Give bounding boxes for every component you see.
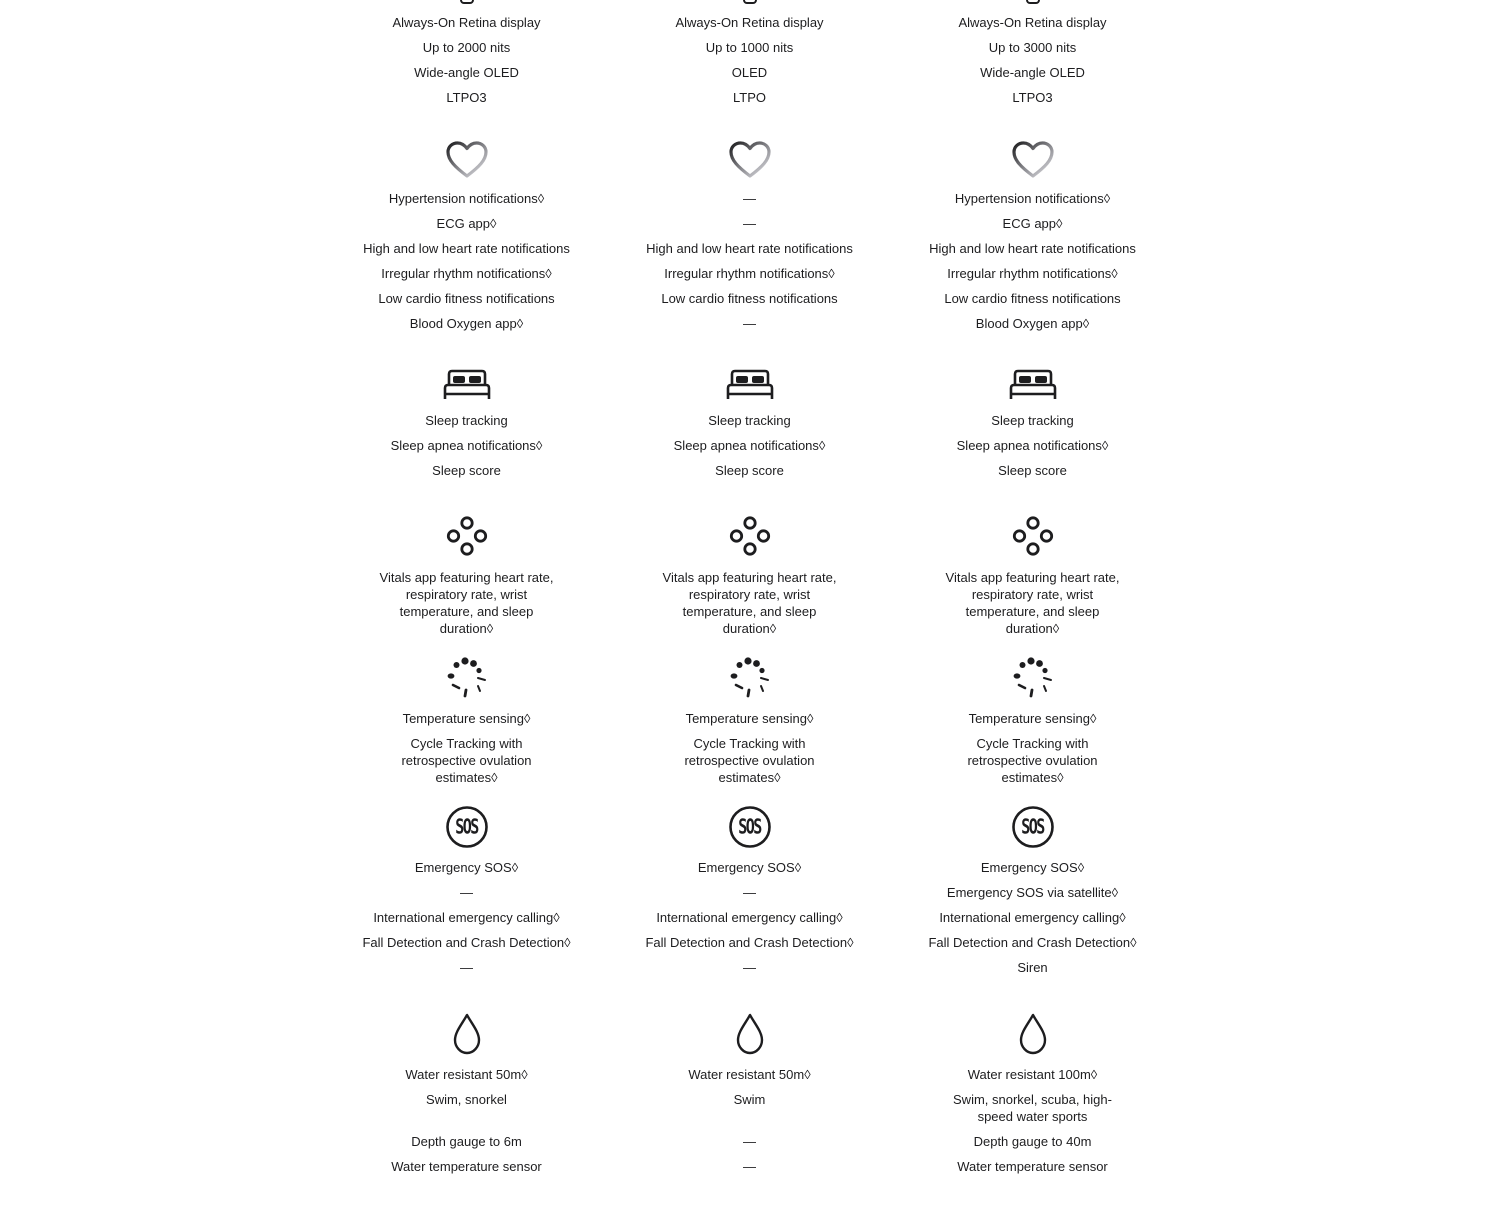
sos-icon (445, 805, 489, 849)
safety-feature: Emergency SOS◊ (697, 860, 802, 875)
water-drop-icon (734, 1012, 766, 1056)
heart-icon (1011, 140, 1055, 180)
display-feature: Always-On Retina display (392, 15, 541, 30)
heart-feature: Blood Oxygen app◊ (975, 316, 1090, 331)
sleep-feature: Sleep apnea notifications◊ (673, 438, 826, 453)
display-feature: Always-On Retina display (675, 15, 824, 30)
water-drop-icon (1017, 1012, 1049, 1056)
water-feature: Water resistant 100m◊ (967, 1067, 1098, 1082)
safety-feature: Emergency SOS◊ (414, 860, 519, 875)
safety-feature: Fall Detection and Crash Detection◊ (362, 935, 571, 950)
safety-feature: International emergency calling◊ (656, 910, 843, 925)
water-feature: Water temperature sensor (391, 1159, 542, 1174)
safety-feature: Siren (1017, 960, 1048, 975)
heart-feature: — (743, 191, 756, 206)
sleep-feature: Sleep tracking (991, 413, 1074, 428)
vitals-icon (445, 515, 489, 559)
sos-icon (1011, 805, 1055, 849)
temperature-icon (1011, 656, 1055, 700)
safety-feature: International emergency calling◊ (373, 910, 560, 925)
water-drop-icon (451, 1012, 483, 1056)
heart-feature: — (743, 216, 756, 231)
water-feature: Depth gauge to 6m (411, 1134, 522, 1149)
temperature-icon (445, 656, 489, 700)
display-icon (743, 0, 757, 4)
heart-feature: ECG app◊ (436, 216, 497, 231)
vitals-feature: Vitals app featuring heart rate, respiratory rate, wrist temperature, and sleep duration◊ (662, 570, 837, 636)
sos-icon-label: SOS (1021, 814, 1044, 840)
heart-icon (728, 140, 772, 180)
safety-feature: — (460, 885, 473, 900)
temperature-icon (728, 656, 772, 700)
vitals-feature: Vitals app featuring heart rate, respiratory rate, wrist temperature, and sleep duration◊ (379, 570, 554, 636)
display-feature: Up to 2000 nits (422, 40, 511, 55)
heart-feature: Irregular rhythm notifications◊ (381, 266, 552, 281)
display-feature: Wide-angle OLED (414, 65, 519, 80)
sos-icon (728, 805, 772, 849)
heart-feature: Irregular rhythm notifications◊ (947, 266, 1118, 281)
safety-feature: — (743, 960, 756, 975)
temperature-feature: Temperature sensing◊ (968, 711, 1097, 726)
heart-feature: Hypertension notifications◊ (954, 191, 1111, 206)
water-feature: Water temperature sensor (957, 1159, 1108, 1174)
sleep-feature: Sleep tracking (425, 413, 508, 428)
heart-feature: Low cardio fitness notifications (661, 291, 838, 306)
water-feature: Water resistant 50m◊ (405, 1067, 528, 1082)
sleep-feature: Sleep tracking (708, 413, 791, 428)
display-feature: Up to 3000 nits (988, 40, 1077, 55)
water-feature: Depth gauge to 40m (973, 1134, 1092, 1149)
sleep-feature: Sleep apnea notifications◊ (390, 438, 543, 453)
water-feature: Swim, snorkel (426, 1092, 507, 1107)
heart-feature: Low cardio fitness notifications (378, 291, 555, 306)
water-feature: — (743, 1134, 756, 1149)
sos-icon-label: SOS (738, 814, 761, 840)
display-feature: Up to 1000 nits (705, 40, 794, 55)
temperature-feature: Cycle Tracking with retrospective ovulation estimates◊ (401, 736, 532, 785)
bed-icon (725, 367, 775, 403)
display-feature: LTPO (733, 90, 766, 105)
water-feature: Swim (733, 1092, 766, 1107)
sleep-feature: Sleep apnea notifications◊ (956, 438, 1109, 453)
display-feature: Always-On Retina display (958, 15, 1107, 30)
display-icon (460, 0, 474, 4)
heart-feature: — (743, 316, 756, 331)
heart-feature: High and low heart rate notifications (646, 241, 853, 256)
heart-icon (445, 140, 489, 180)
safety-feature: Emergency SOS via satellite◊ (946, 885, 1119, 900)
display-feature: LTPO3 (1012, 90, 1053, 105)
safety-feature: Fall Detection and Crash Detection◊ (645, 935, 854, 950)
temperature-feature: Cycle Tracking with retrospective ovulation estimates◊ (967, 736, 1098, 785)
bed-icon (1008, 367, 1058, 403)
heart-feature: High and low heart rate notifications (929, 241, 1136, 256)
safety-feature: International emergency calling◊ (939, 910, 1126, 925)
temperature-feature: Temperature sensing◊ (402, 711, 531, 726)
heart-feature: High and low heart rate notifications (363, 241, 570, 256)
temperature-feature: Cycle Tracking with retrospective ovulation estimates◊ (684, 736, 815, 785)
heart-feature: Low cardio fitness notifications (944, 291, 1121, 306)
heart-feature: Blood Oxygen app◊ (409, 316, 524, 331)
bed-icon (442, 367, 492, 403)
temperature-feature: Temperature sensing◊ (685, 711, 814, 726)
sleep-feature: Sleep score (998, 463, 1067, 478)
safety-feature: Fall Detection and Crash Detection◊ (928, 935, 1137, 950)
sleep-feature: Sleep score (715, 463, 784, 478)
water-feature: — (743, 1159, 756, 1174)
vitals-feature: Vitals app featuring heart rate, respiratory rate, wrist temperature, and sleep duration◊ (945, 570, 1120, 636)
heart-feature: ECG app◊ (1002, 216, 1063, 231)
heart-feature: Irregular rhythm notifications◊ (664, 266, 835, 281)
display-feature: OLED (731, 65, 768, 80)
safety-feature: — (743, 885, 756, 900)
display-feature: Wide-angle OLED (980, 65, 1085, 80)
vitals-icon (728, 515, 772, 559)
safety-feature: Emergency SOS◊ (980, 860, 1085, 875)
display-feature: LTPO3 (446, 90, 487, 105)
sleep-feature: Sleep score (432, 463, 501, 478)
sos-icon-label: SOS (455, 814, 478, 840)
vitals-icon (1011, 515, 1055, 559)
water-feature: Water resistant 50m◊ (688, 1067, 811, 1082)
display-icon (1026, 0, 1040, 4)
safety-feature: — (460, 960, 473, 975)
heart-feature: Hypertension notifications◊ (388, 191, 545, 206)
water-feature: Swim, snorkel, scuba, high-speed water sports (953, 1092, 1112, 1124)
